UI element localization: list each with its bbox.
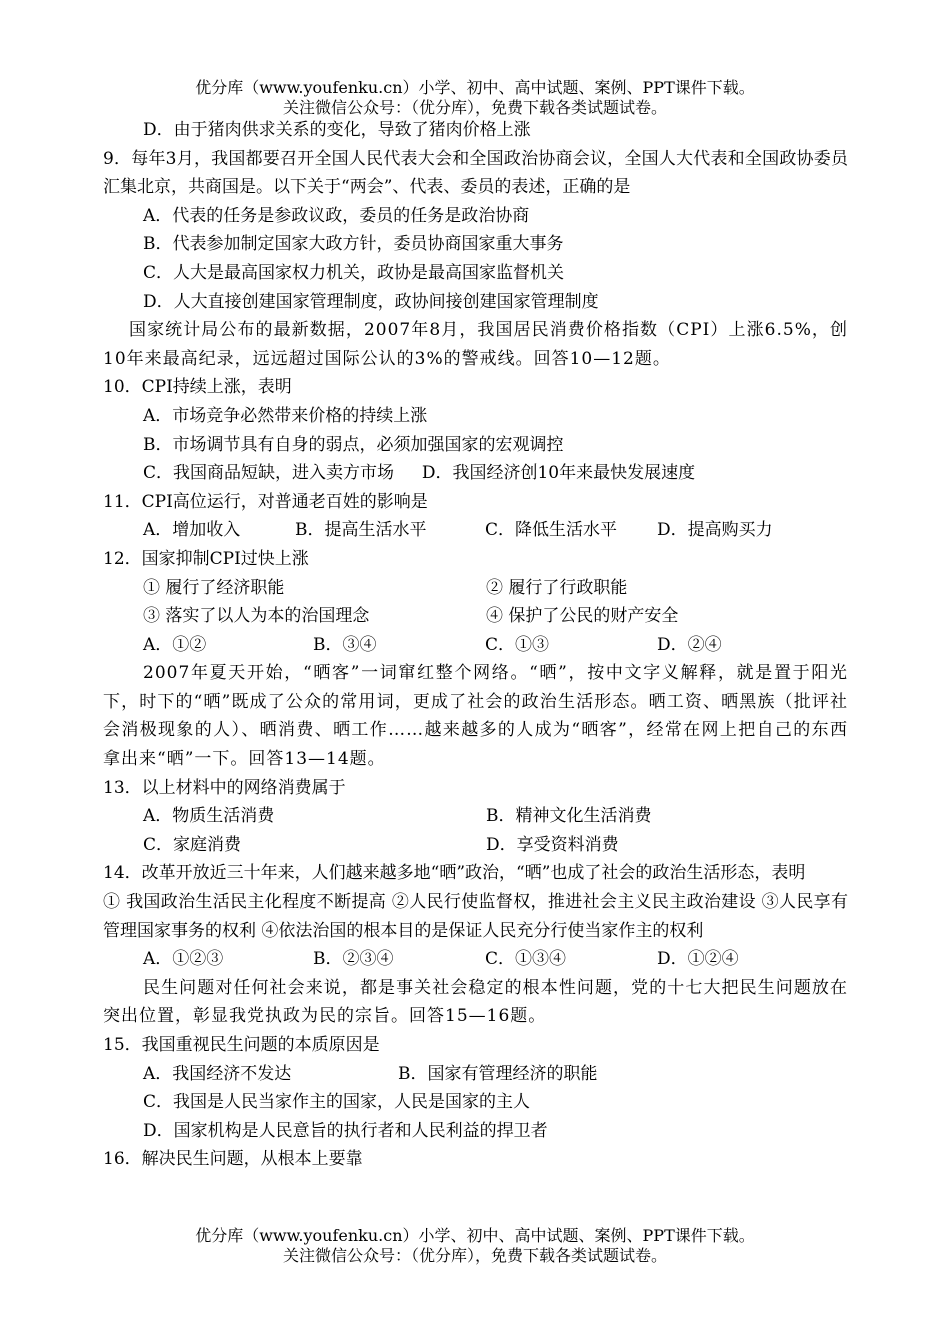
q12-statements-row2 bbox=[103, 602, 848, 631]
material-cpi: 国家统计局公布的最新数据，2007年8月，我国居民消费价格指数（CPI）上涨6.5%，创10年来最高纪录，远远超过国际公认的3%的警戒线。回答10—12题。 bbox=[103, 320, 848, 369]
q11-option-d: D．提高购买力 bbox=[657, 520, 773, 541]
q14-option-a: A．①②③ bbox=[143, 949, 224, 970]
q13-option-c: C．家庭消费 bbox=[143, 834, 242, 855]
q12-option-d: D．②④ bbox=[657, 634, 722, 655]
footer-line-1: 优分库（www.youfenku.cn）小学、初中、高中试题、案例、PPT课件下载。 bbox=[195, 1226, 755, 1245]
q9-option-a: A．代表的任务是参政议政，委员的任务是政治协商 bbox=[143, 205, 530, 226]
q14-option-d: D．①②④ bbox=[657, 949, 739, 970]
q11-options bbox=[103, 516, 848, 545]
q13-option-b: B．精神文化生活消费 bbox=[486, 806, 652, 827]
q15-option-c: C．我国是人民当家作主的国家，人民是国家的主人 bbox=[143, 1092, 531, 1113]
q10-stem: 10．CPI持续上涨，表明 bbox=[103, 377, 292, 398]
q9-stem: 9．每年3月，我国都要召开全国人民代表大会和全国政治协商会议，全国人大代表和全国政协委员汇集北京，共商国是。以下关于“两会”、代表、委员的表述，正确的是 bbox=[103, 148, 848, 198]
q12-stem: 12．国家抑制CPI过快上涨 bbox=[103, 548, 309, 569]
q15-options-row1 bbox=[103, 1060, 848, 1089]
q14-stem: 14．改革开放近三十年来，人们越来越多地“晒”政治，“晒”也成了社会的政治生活形态，表明 bbox=[103, 863, 806, 884]
q12-options bbox=[103, 631, 848, 660]
q12-statements-row1 bbox=[103, 574, 848, 603]
q8-option-d: D．由于猪肉供求关系的变化，导致了猪肉价格上涨 bbox=[143, 120, 531, 140]
q9-option-d: D．人大直接创建国家管理制度，政协间接创建国家管理制度 bbox=[143, 291, 599, 312]
q12-option-b: B．③④ bbox=[313, 634, 377, 655]
q11-option-b: B．提高生活水平 bbox=[295, 520, 427, 541]
header-line-1: 优分库（www.youfenku.cn）小学、初中、高中试题、案例、PPT课件下载。 bbox=[195, 78, 755, 97]
q10-option-a: A．市场竞争必然带来价格的持续上涨 bbox=[143, 405, 428, 426]
q13-option-d: D．享受资料消费 bbox=[486, 834, 619, 855]
material-shaike: 2007年夏天开始，“晒客”一词窜红整个网络。“晒”，按中文字义解释，就是置于阳光下，时下的“晒”既成了公众的常用词，更成了社会的政治生活形态。晒工资、晒黑族（批评社会消极现象的人）、晒消费、晒工作……越来越多的人成为“晒客”，经常在网上把自己的东西拿出来“晒”一下。回答13—14题。 bbox=[103, 663, 848, 770]
material-minsheng: 民生问题对任何社会来说，都是事关社会稳定的根本性问题，党的十七大把民生问题放在突出位置，彰显我党执政为民的宗旨。回答15—16题。 bbox=[103, 977, 848, 1027]
q13-stem: 13．以上材料中的网络消费属于 bbox=[103, 777, 346, 798]
q15-stem: 15．我国重视民生问题的本质原因是 bbox=[103, 1035, 380, 1055]
q12-option-a: A．①② bbox=[143, 634, 207, 655]
q12-option-c: C．①③ bbox=[485, 634, 550, 655]
q12-statement-2: ② 履行了行政职能 bbox=[486, 577, 628, 598]
q16-stem: 16．解决民生问题，从根本上要靠 bbox=[103, 1149, 363, 1170]
q11-option-a: A．增加收入 bbox=[143, 520, 241, 541]
q13-option-a: A．物质生活消费 bbox=[143, 806, 275, 827]
q13-options-row2 bbox=[103, 831, 848, 860]
q9-option-b: B．代表参加制定国家大政方针，委员协商国家重大事务 bbox=[143, 234, 564, 255]
q10-option-cd: C．我国商品短缺，进入卖方市场 D．我国经济创10年来最快发展速度 bbox=[143, 463, 696, 484]
q14-option-b: B．②③④ bbox=[313, 949, 394, 970]
q15-option-a: A．我国经济不发达 bbox=[143, 1063, 292, 1084]
q15-option-d: D．国家机构是人民意旨的执行者和人民利益的捍卫者 bbox=[143, 1120, 548, 1141]
q13-options-row1 bbox=[103, 802, 848, 831]
q12-statement-4: ④ 保护了公民的财产安全 bbox=[486, 606, 679, 627]
header-line-2: 关注微信公众号：（优分库），免费下载各类试题试卷。 bbox=[282, 98, 667, 117]
footer-line-2: 关注微信公众号：（优分库），免费下载各类试题试卷。 bbox=[282, 1246, 667, 1265]
q14-option-c: C．①③④ bbox=[485, 949, 567, 970]
q12-statement-3: ③ 落实了以人为本的治国理念 bbox=[143, 606, 370, 627]
q11-option-c: C．降低生活水平 bbox=[485, 520, 618, 541]
q12-statement-1: ① 履行了经济职能 bbox=[143, 577, 285, 598]
q10-option-b: B．市场调节具有自身的弱点，必须加强国家的宏观调控 bbox=[143, 434, 564, 455]
q14-statements: ① 我国政治生活民主化程度不断提高 ②人民行使监督权，推进社会主义民主政治建设 ③人民享有管理国家事务的权利 ④依法治国的根本目的是保证人民充分行使当家作主的权利 bbox=[103, 892, 848, 941]
q15-option-b: B．国家有管理经济的职能 bbox=[398, 1063, 598, 1084]
q9-option-c: C．人大是最高国家权力机关，政协是最高国家监督机关 bbox=[143, 262, 565, 283]
document-body bbox=[103, 116, 848, 1174]
q11-stem: 11．CPI高位运行，对普通老百姓的影响是 bbox=[103, 491, 428, 512]
q14-options bbox=[103, 945, 848, 974]
